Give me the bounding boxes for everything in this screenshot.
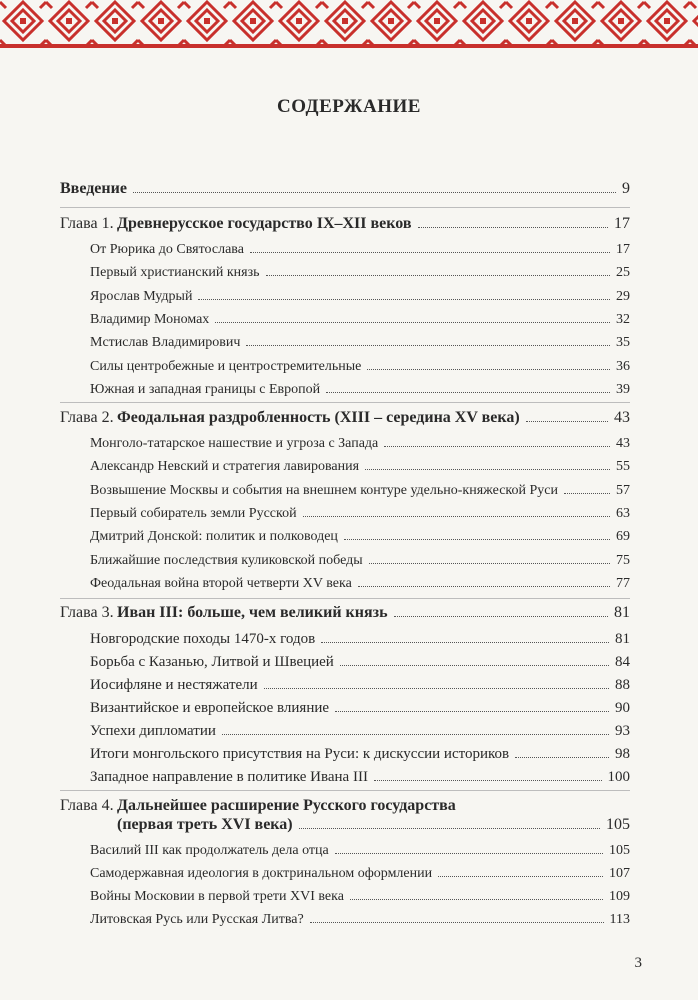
toc-section-entry[interactable]	[60, 654, 630, 672]
entry-page-number: 81	[615, 631, 630, 647]
entry-page-number: 17	[614, 215, 630, 232]
toc-section-entry[interactable]	[60, 866, 630, 884]
dot-leader	[365, 469, 610, 470]
entry-page-number: 17	[616, 242, 630, 257]
dot-leader	[394, 616, 608, 617]
dot-leader	[310, 922, 604, 923]
section-title: Дмитрий Донской: политик и полководец	[90, 529, 338, 544]
toc-section-entry[interactable]	[60, 359, 630, 377]
dot-leader	[335, 853, 603, 854]
toc-section-entry[interactable]	[60, 912, 630, 930]
entry-page-number: 32	[616, 312, 630, 327]
entry-page-number: 35	[616, 335, 630, 350]
section-title: Иосифляне и нестяжатели	[90, 677, 258, 693]
chapter-number: Глава 3.	[60, 604, 114, 621]
section-title: Новгородские походы 1470-х годов	[90, 631, 316, 647]
toc-chapter-4[interactable]	[60, 797, 630, 815]
dot-leader	[299, 828, 600, 829]
section-divider	[60, 402, 630, 403]
entry-page-number: 43	[616, 436, 630, 451]
toc-section-entry[interactable]	[60, 265, 630, 283]
page-number: 3	[634, 955, 642, 971]
toc-entry-intro[interactable]	[60, 180, 630, 198]
dot-leader	[358, 586, 610, 587]
dot-leader	[350, 899, 603, 900]
entry-page-number: 100	[607, 769, 630, 785]
dot-leader	[515, 757, 609, 758]
dot-leader	[335, 711, 609, 712]
chapter-title: Феодальная раздробленность (XIII – середина XV века)	[117, 409, 520, 426]
section-title: Василий III как продолжатель дела отца	[90, 843, 329, 858]
chapter-number: Глава 2.	[60, 409, 114, 426]
toc-section-entry[interactable]	[60, 700, 630, 718]
section-divider	[60, 207, 630, 208]
toc-section-entry[interactable]	[60, 289, 630, 307]
dot-leader	[266, 275, 610, 276]
entry-page-number: 43	[614, 409, 630, 426]
entry-page-number: 63	[616, 506, 630, 521]
entry-page-number: 69	[616, 529, 630, 544]
toc-section-entry[interactable]	[60, 312, 630, 330]
chapter-title-continued: (первая треть XVI века)	[117, 816, 293, 833]
section-title: Феодальная война второй четверти XV века	[90, 576, 352, 591]
chapter-title: Древнерусское государство IX–XII веков	[117, 215, 412, 232]
dot-leader	[526, 421, 608, 422]
entry-page-number: 75	[616, 553, 630, 568]
section-title: Войны Московии в первой трети XVI века	[90, 889, 344, 904]
entry-page-number: 57	[616, 483, 630, 498]
toc-section-entry[interactable]	[60, 843, 630, 861]
entry-page-number: 84	[615, 654, 630, 670]
toc-section-entry[interactable]	[60, 483, 630, 501]
entry-page-number: 39	[616, 382, 630, 397]
chapter-title: Дальнейшее расширение Русского государства	[117, 797, 456, 814]
toc-section-entry[interactable]	[60, 553, 630, 571]
section-title: Мстислав Владимирович	[90, 335, 241, 350]
dot-leader	[246, 345, 610, 346]
entry-page-number: 107	[609, 866, 630, 881]
toc-section-entry[interactable]	[60, 506, 630, 524]
section-title: Литовская Русь или Русская Литва?	[90, 912, 304, 927]
toc-section-entry[interactable]	[60, 889, 630, 907]
dot-leader	[374, 780, 602, 781]
entry-page-number: 98	[615, 746, 630, 762]
chapter-number: Глава 1.	[60, 215, 114, 232]
entry-page-number: 113	[609, 912, 630, 927]
toc-section-entry[interactable]	[60, 459, 630, 477]
section-title: Первый собиратель земли Русской	[90, 506, 297, 521]
entry-page-number: 36	[616, 359, 630, 374]
dot-leader	[344, 539, 610, 540]
dot-leader	[367, 369, 610, 370]
toc-section-entry[interactable]	[60, 242, 630, 260]
dot-leader	[321, 642, 609, 643]
entry-page-number: 105	[609, 843, 630, 858]
entry-page-number: 109	[609, 889, 630, 904]
entry-page-number: 9	[622, 180, 630, 197]
entry-page-number: 90	[615, 700, 630, 716]
toc-section-entry[interactable]	[60, 335, 630, 353]
section-title: Самодержавная идеология в доктринальном оформлении	[90, 866, 433, 881]
section-title: Первый христианский князь	[90, 265, 260, 280]
dot-leader	[250, 252, 610, 253]
section-title: Византийское и европейское влияние	[90, 700, 330, 716]
toc-section-entry[interactable]	[60, 436, 630, 454]
chapter-title: Иван III: больше, чем великий князь	[117, 604, 388, 621]
entry-page-number: 81	[614, 604, 630, 621]
dot-leader	[303, 516, 610, 517]
toc-section-entry[interactable]	[60, 382, 630, 400]
chapter-number: Глава 4.	[60, 797, 114, 814]
section-title: Итоги монгольского присутствия на Руси: к дискуссии историков	[90, 746, 510, 762]
section-title: Ярослав Мудрый	[90, 289, 193, 304]
section-title: Западное направление в политике Ивана III	[90, 769, 368, 785]
entry-page-number: 105	[606, 816, 630, 833]
toc-chapter-2[interactable]	[60, 409, 630, 427]
section-divider	[60, 790, 630, 791]
section-title: Монголо-татарское нашествие и угроза с Запада	[90, 436, 379, 451]
dot-leader	[418, 227, 609, 228]
dot-leader	[340, 665, 609, 666]
page-title: СОДЕРЖАНИЕ	[277, 96, 421, 117]
section-title: Южная и западная границы с Европой	[90, 382, 321, 397]
toc-chapter-3[interactable]	[60, 604, 630, 622]
toc-section-entry[interactable]	[60, 631, 630, 649]
section-title: Борьба с Казанью, Литвой и Швецией	[90, 654, 334, 670]
entry-page-number: 93	[615, 723, 630, 739]
section-title: Ближайшие последствия куликовской победы	[90, 553, 363, 568]
dot-leader	[222, 734, 609, 735]
section-divider	[60, 598, 630, 599]
intro-label: Введение	[60, 180, 127, 197]
section-title: Владимир Мономах	[90, 312, 210, 327]
dot-leader	[264, 688, 609, 689]
toc-section-entry[interactable]	[60, 576, 630, 594]
section-title: От Рюрика до Святослава	[90, 242, 244, 257]
toc-section-entry[interactable]	[60, 746, 630, 764]
toc-section-entry[interactable]	[60, 723, 630, 741]
dot-leader	[564, 493, 610, 494]
toc-section-entry[interactable]	[60, 769, 630, 787]
entry-page-number: 25	[616, 265, 630, 280]
dot-leader	[133, 192, 616, 193]
dot-leader	[215, 322, 610, 323]
section-title: Успехи дипломатии	[90, 723, 216, 739]
dot-leader	[384, 446, 610, 447]
toc-section-entry[interactable]	[60, 529, 630, 547]
section-title: Возвышение Москвы и события на внешнем контуре удельно-княжеской Руси	[90, 483, 558, 498]
toc-chapter-1[interactable]	[60, 215, 630, 233]
section-title: Силы центробежные и центростремительные	[90, 359, 362, 374]
entry-page-number: 55	[616, 459, 630, 474]
entry-page-number: 29	[616, 289, 630, 304]
dot-leader	[369, 563, 610, 564]
toc-section-entry[interactable]	[60, 677, 630, 695]
entry-page-number: 77	[616, 576, 630, 591]
dot-leader	[198, 299, 610, 300]
dot-leader	[438, 876, 603, 877]
toc-chapter-4-cont[interactable]	[60, 816, 630, 834]
dot-leader	[326, 392, 610, 393]
section-title: Александр Невский и стратегия лавирования	[90, 459, 360, 474]
entry-page-number: 88	[615, 677, 630, 693]
